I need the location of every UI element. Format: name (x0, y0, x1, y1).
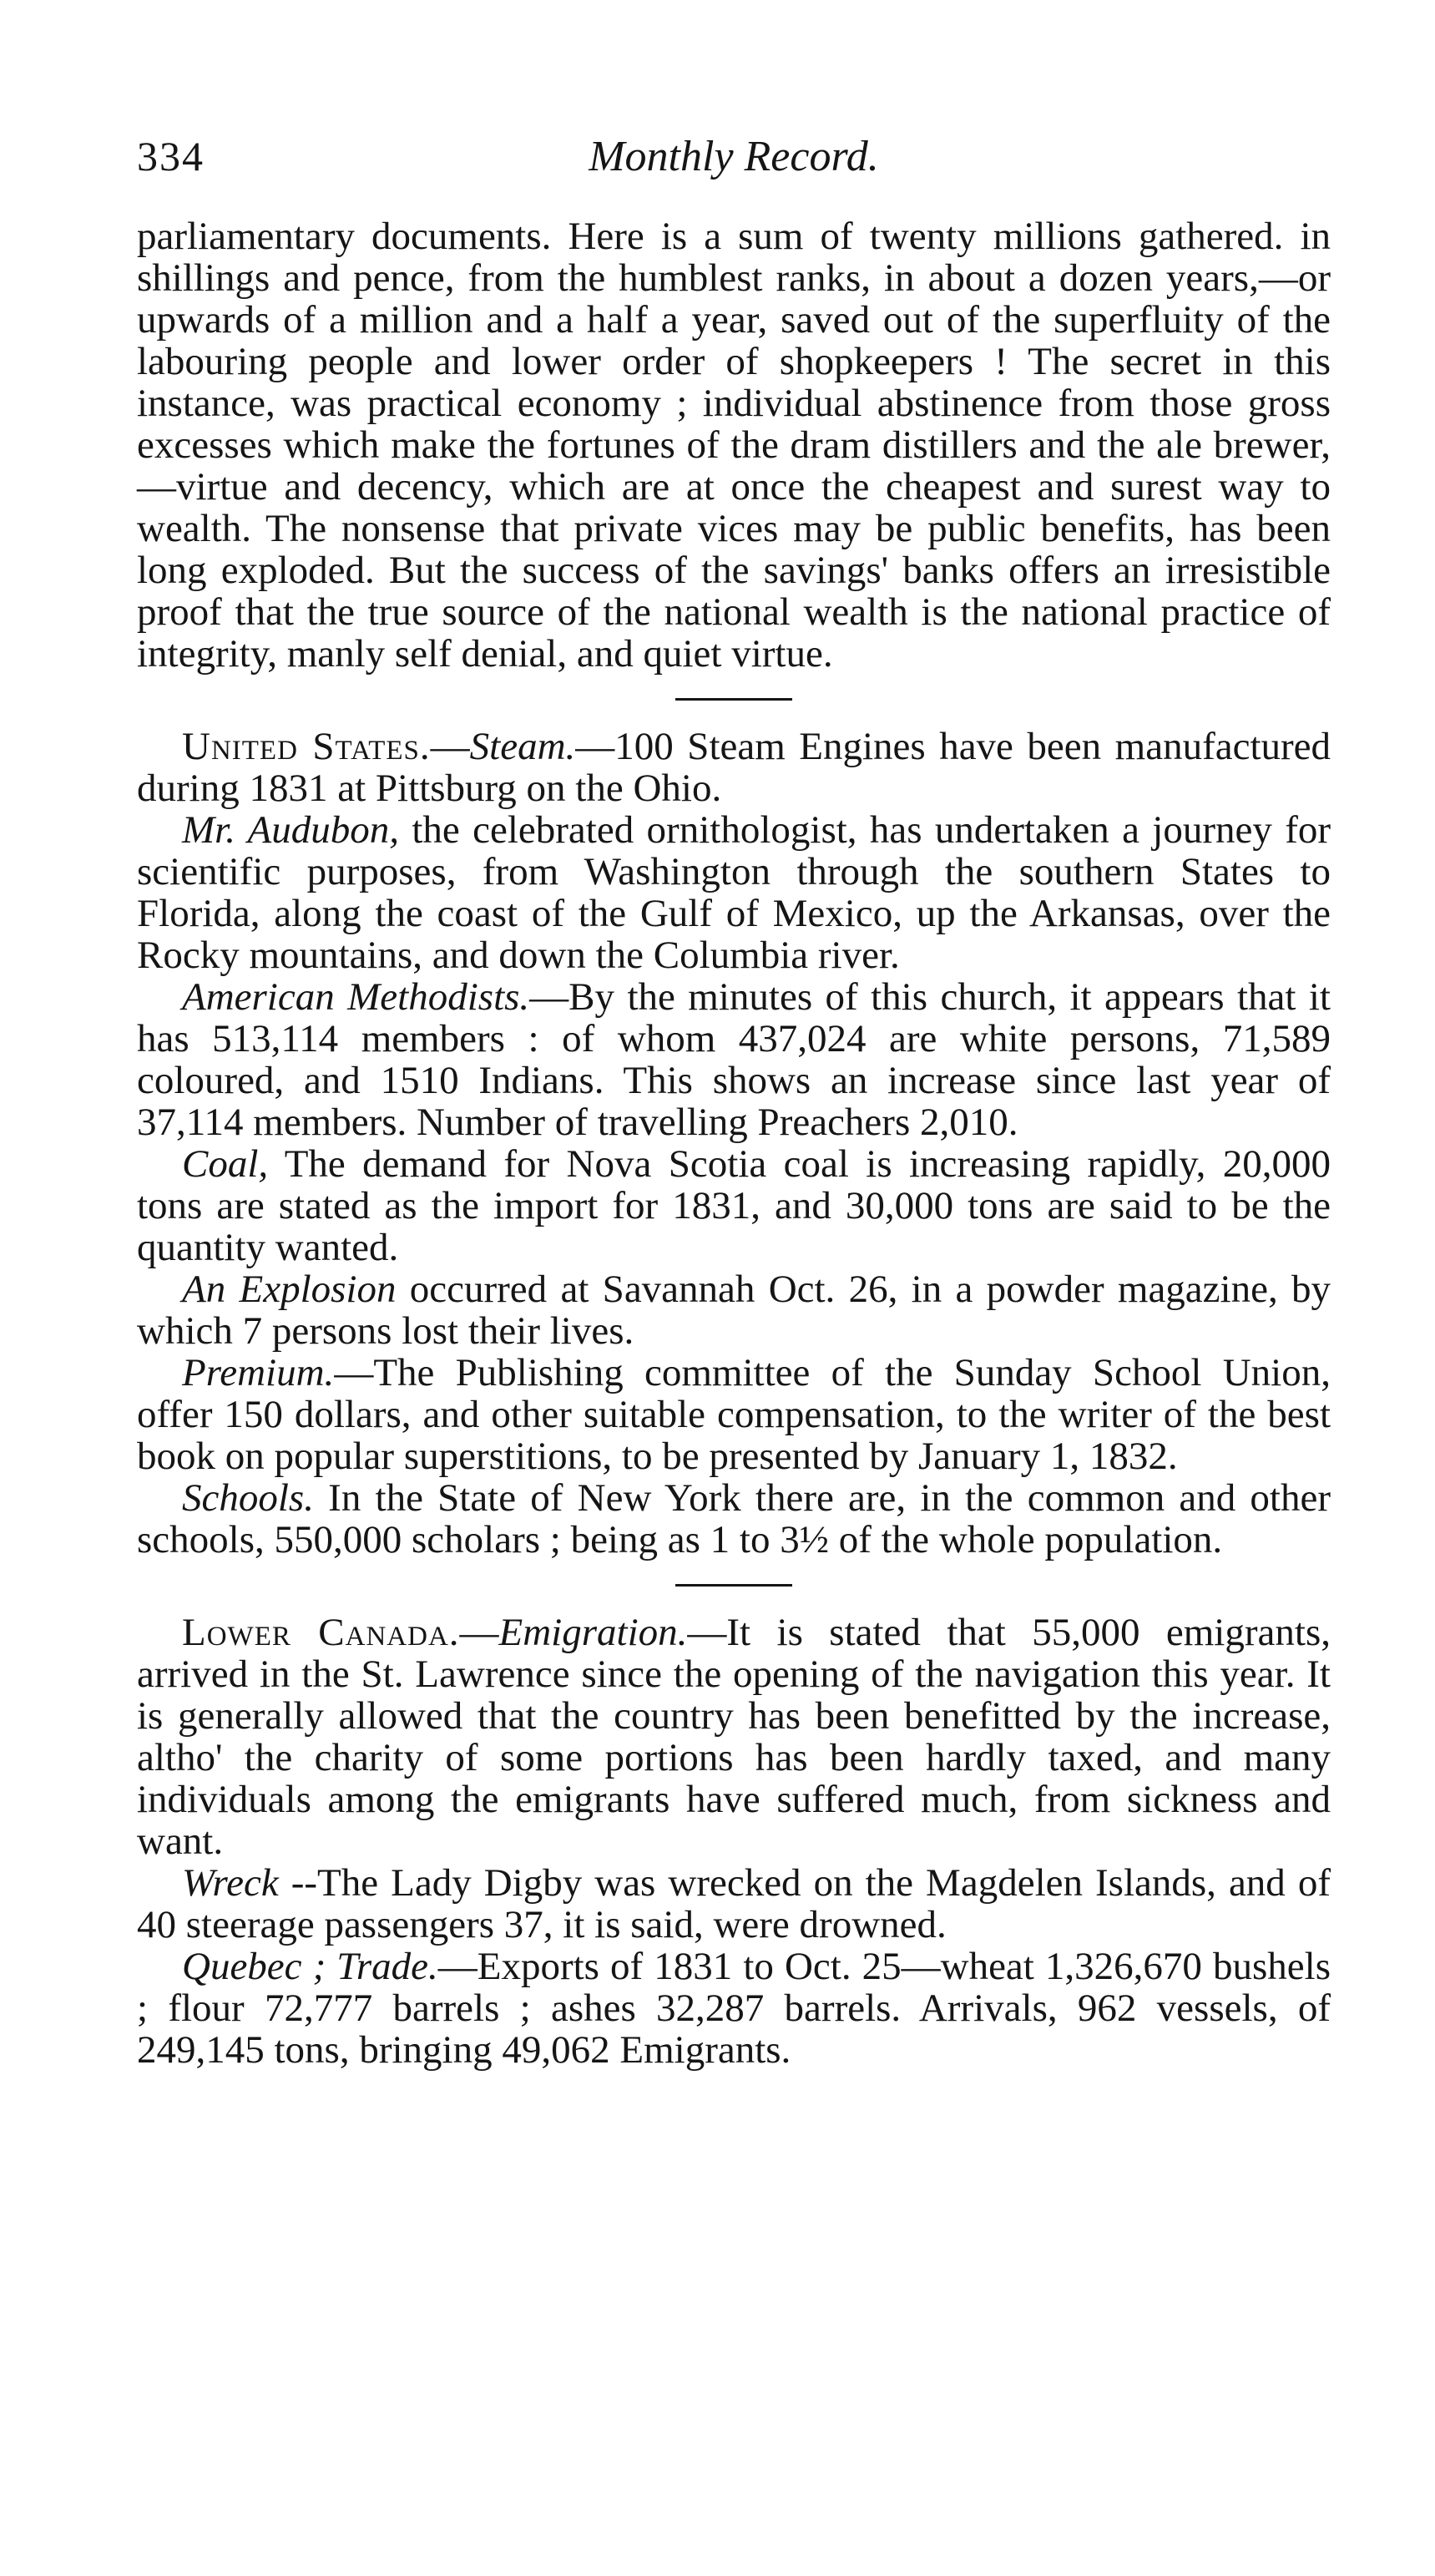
section-divider (675, 1584, 792, 1587)
item-title: Quebec ; Trade. (182, 1945, 438, 1988)
lower-canada-paragraph-trade: Quebec ; Trade.—Exports of 1831 to Oct. 25—wheat 1,326,670 bushels ; flour 72,777 barrels ; ashes 32,287 barrels. Arrivals, 962 vessels, of 249,145 tons, bringing 49,062 Emigrants. (137, 1945, 1331, 2072)
continuation-paragraph: parliamentary documents. Here is a sum of twenty millions gathered. in shillings and pence, from the humblest ranks, in about a dozen years,—or upwards of a million and a half a year, saved out of the superfluity of the labouring people and lower order of shopkeepers ! The secret in this instance, was practical economy ; individual abstinence from those gross excesses which make the fortunes of the dram distillers and the ale brewer,—virtue and decency, which are at once the cheapest and surest way to wealth. The nonsense that private vices may be public benefits, has been long exploded. But the success of the savings' banks offers an irresistible proof that the true source of the national wealth is the national practice of integrity, manly self denial, and quiet virtue. (137, 215, 1331, 676)
item-title: An Explosion (182, 1268, 397, 1311)
item-text: The Publishing committee of the Sunday School Union, offer 150 dollars, and other suitable compensation, to the writer of the best book on popular superstitions, to be presented by January 1, 1832. (137, 1351, 1331, 1478)
section-heading-lower-canada: Lower Canada. (182, 1611, 460, 1654)
page-header (137, 132, 1331, 190)
lower-canada-paragraph-emigration: Lower Canada.—Emigration.—It is stated that 55,000 emigrants, arrived in the St. Lawrence since the opening of the navigation this year. It is generally allowed that the country has been benefitted by the increase, altho' the charity of some portions has been hardly taxed, and many individuals among the emigrants have suffered much, from sickness and want. (137, 1611, 1331, 1863)
united-states-paragraph-methodists: American Methodists.—By the minutes of this church, it appears that it has 513,114 members : of whom 437,024 are white persons, 71,589 coloured, and 1510 Indians. This shows an increase since last year of 37,114 members. Number of travelling Preachers 2,010. (137, 975, 1331, 1144)
item-title: Steam. (469, 725, 576, 768)
item-text: Exports of 1831 to Oct. 25—wheat 1,326,670 bushels ; flour 72,777 barrels ; ashes 32,287 barrels. Arrivals, 962 vessels, of 249,145 tons, bringing 49,062 Emigrants. (137, 1945, 1331, 2072)
united-states-paragraph-explosion (137, 1268, 1331, 1352)
item-text: In the State of New York there are, in the common and other schools, 550,000 scholars ; being as 1 to 3½ of the whole population. (137, 1476, 1331, 1561)
united-states-paragraph-premium: Premium.—The Publishing committee of the Sunday School Union, offer 150 dollars, and other suitable compensation, to the writer of the best book on popular superstitions, to be presented by January 1, 1832. (137, 1351, 1331, 1478)
section-divider (675, 698, 792, 701)
item-text: By the minutes of this church, it appears that it has 513,114 members : of whom 437,024 are white persons, 71,589 coloured, and 1510 Indians. This shows an increase since last year of 37,114 members. Number of travelling Preachers 2,010. (137, 975, 1331, 1144)
page-number: 334 (137, 133, 205, 180)
united-states-paragraph-steam: United States.—Steam.—100 Steam Engines have been manufactured during 1831 at Pittsburg on the Ohio. (137, 725, 1331, 810)
united-states-paragraph-audubon (137, 809, 1331, 976)
item-text: 100 Steam Engines have been manufactured during 1831 at Pittsburg on the Ohio. (137, 725, 1331, 810)
united-states-paragraph-schools (137, 1477, 1331, 1561)
item-title: American Methodists. (182, 975, 530, 1019)
item-title: Wreck (182, 1861, 279, 1905)
item-text: The demand for Nova Scotia coal is increasing rapidly, 20,000 tons are stated as the import for 1831, and 30,000 tons are said to be the quantity wanted. (137, 1142, 1331, 1269)
running-title: Monthly Record. (589, 133, 879, 180)
lower-canada-paragraph-wreck: Wreck --The Lady Digby was wrecked on the Magdelen Islands, and of 40 steerage passengers 37, it is said, were drowned. (137, 1861, 1331, 1946)
item-text: occurred at Savannah Oct. 26, in a powder magazine, by which 7 persons lost their lives. (137, 1268, 1331, 1353)
item-text: The Lady Digby was wrecked on the Magdelen Islands, and of 40 steerage passengers 37, it is said, were drowned. (137, 1861, 1331, 1946)
body-text (137, 215, 1331, 2071)
item-title: Schools. (182, 1476, 314, 1520)
item-title: Emigration. (498, 1611, 688, 1654)
item-title: Coal, (182, 1142, 269, 1186)
item-title: Mr. Audubon, (182, 808, 399, 852)
item-title: Premium. (182, 1351, 335, 1394)
item-text: the celebrated ornithologist, has undertaken a journey for scientific purposes, from Washington through the southern States to Florida, along the coast of the Gulf of Mexico, up the Arkansas, over the Rocky mountains, and down the Columbia river. (137, 808, 1331, 977)
united-states-paragraph-coal (137, 1143, 1331, 1268)
item-text: It is stated that 55,000 emigrants, arrived in the St. Lawrence since the opening of the navigation this year. It is generally allowed that the country has been benefitted by the increase, altho' the charity of some portions has been hardly taxed, and many individuals among the emigrants have suffered much, from sickness and want. (137, 1611, 1331, 1863)
section-heading-united-states: United States. (182, 725, 431, 768)
